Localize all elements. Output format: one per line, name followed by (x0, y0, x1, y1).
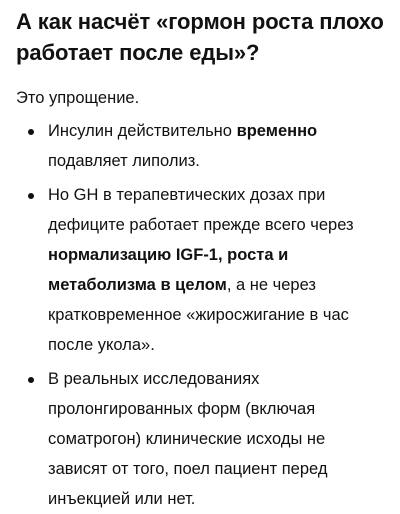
list-item (16, 116, 386, 176)
bullet-dot (28, 193, 34, 199)
list-item-text: Инсулин действительно (48, 122, 237, 140)
list-item-text: , а не через кратковременное «жиросжигание в час после укола». (48, 276, 349, 354)
intro-text: Это упрощение. (16, 89, 140, 107)
list-item-text: Но GH в терапевтических дозах при дефиците работает прежде всего через (48, 186, 354, 234)
list-item (16, 364, 386, 514)
list-item-text: подавляет липолиз. (48, 152, 200, 170)
list-item-text: В реальных исследованиях пролонгированных форм (включая соматрогон) клинические исходы не зависят от того, поел пациент перед инъекцией или нет. (48, 370, 328, 508)
list-item-bold-text: временно (236, 122, 318, 140)
bullet-list (16, 116, 386, 514)
bullet-dot (28, 377, 34, 383)
list-item (16, 180, 386, 360)
section-heading: А как насчёт «гормон роста плохо работает после еды»? (16, 9, 384, 65)
bullet-dot (28, 129, 34, 135)
list-item-bold-text: нормализацию IGF-1, роста и метаболизма в целом (48, 246, 289, 294)
